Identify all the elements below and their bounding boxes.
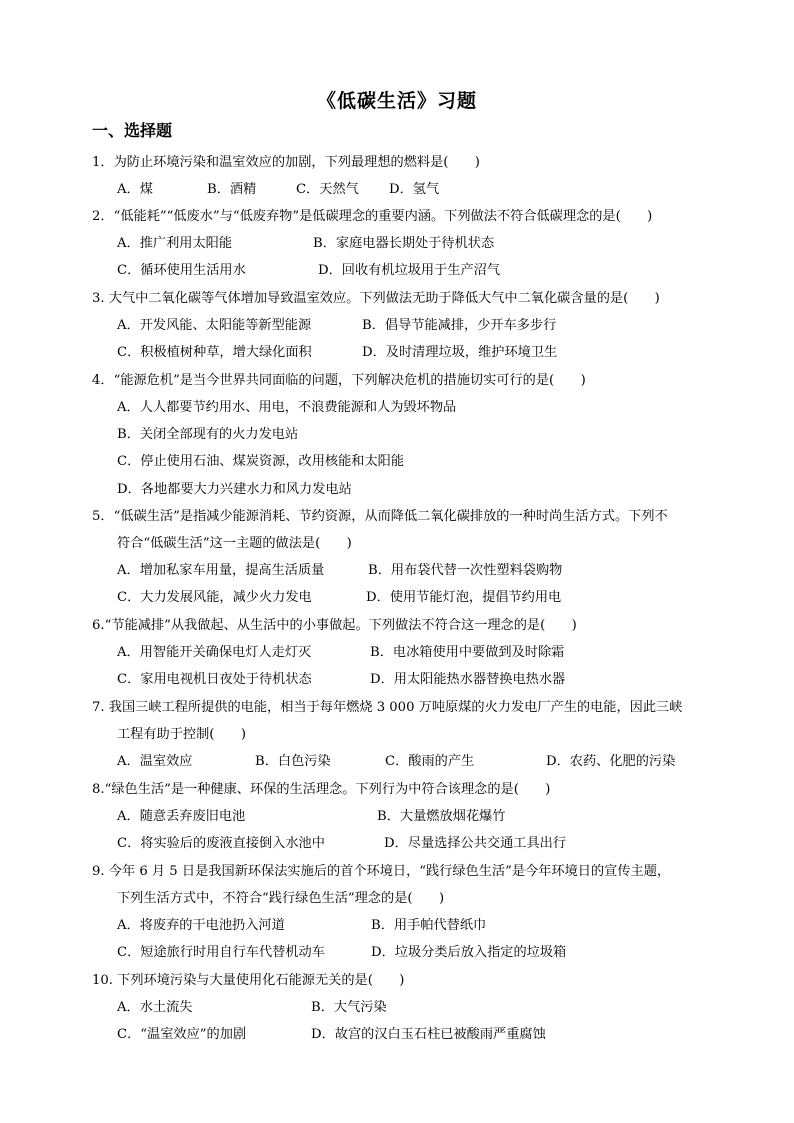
question-4-stem: 4．“能源危机”是当今世界共同面临的问题，下列解决危机的措施切实可行的是( ) bbox=[92, 373, 586, 388]
question-10-option-c: C．“温室效应”的加剧 bbox=[117, 1027, 247, 1042]
question-1-option-b: B．酒精 bbox=[207, 182, 257, 197]
question-1-option-d: D．氢气 bbox=[389, 182, 440, 197]
question-8-option-d: D．尽量选择公共交通工具出行 bbox=[384, 836, 567, 851]
question-5-option-d: D．使用节能灯泡，提倡节约用电 bbox=[366, 590, 562, 605]
question-10-stem: 10. 下列环境污染与大量使用化石能源无关的是( ) bbox=[92, 973, 405, 988]
question-7-stem: 7. 我国三峡工程所提供的电能，相当于每年燃烧 3 000 万吨原煤的火力发电厂产生的电能，因此三峡 bbox=[92, 700, 683, 715]
question-3-option-b: B．倡导节能减排，少开车多步行 bbox=[362, 318, 557, 333]
question-2-stem: 2．“低能耗”“低废水”与“低废弃物”是低碳理念的重要内涵。下列做法不符合低碳理念的是( ) bbox=[92, 209, 653, 224]
question-10-option-b: B．大气污染 bbox=[311, 1000, 387, 1015]
question-6-option-c: C．家用电视机日夜处于待机状态 bbox=[117, 672, 312, 687]
question-1-option-c: C．天然气 bbox=[296, 182, 359, 197]
question-6-option-b: B．电冰箱使用中要做到及时除霜 bbox=[370, 645, 565, 660]
question-4-option-c: C．停止使用石油、煤炭资源，改用核能和太阳能 bbox=[117, 454, 405, 469]
question-3-stem: 3. 大气中二氧化碳等气体增加导致温室效应。下列做法无助于降低大气中二氧化碳含量的是( ) bbox=[92, 291, 660, 306]
question-5-option-a: A．增加私家车用量，提高生活质量 bbox=[117, 563, 325, 578]
question-9-option-a: A．将废弃的干电池扔入河道 bbox=[117, 918, 285, 933]
question-8-option-c: C．将实验后的废液直接倒入水池中 bbox=[117, 836, 325, 851]
question-7-option-b: B．白色污染 bbox=[255, 754, 331, 769]
question-10-option-d: D．故宫的汉白玉石柱已被酸雨严重腐蚀 bbox=[311, 1027, 546, 1042]
question-2-option-b: B．家庭电器长期处于待机状态 bbox=[313, 236, 495, 251]
question-5-option-b: B．用布袋代替一次性塑料袋购物 bbox=[368, 563, 563, 578]
question-7-option-a: A．温室效应 bbox=[117, 754, 193, 769]
question-4-option-a: A．人人都要节约用水、用电，不浪费能源和人为毁坏物品 bbox=[117, 400, 457, 415]
question-8-option-b: B．大量燃放烟花爆竹 bbox=[377, 809, 506, 824]
question-6-option-d: D．用太阳能热水器替换电热水器 bbox=[370, 672, 566, 687]
question-2-option-c: C．循环使用生活用水 bbox=[117, 263, 246, 278]
question-6-stem: 6.“节能减排”从我做起、从生活中的小事做起。下列做法不符合这一理念的是( ) bbox=[92, 618, 577, 633]
question-4-option-d: D．各地都要大力兴建水力和风力发电站 bbox=[117, 482, 352, 497]
page-title: 《低碳生活》习题 bbox=[316, 90, 477, 112]
question-6-option-a: A．用智能开关确保电灯人走灯灭 bbox=[117, 645, 312, 660]
question-9-stem: 9. 今年 6 月 5 日是我国新环保法实施后的首个环境日，“践行绿色生活”是今年环境日的宣传主题， bbox=[92, 864, 671, 879]
question-10-option-a: A．水土流失 bbox=[117, 1000, 193, 1015]
question-5-option-c: C．大力发展风能，减少火力发电 bbox=[117, 590, 312, 605]
question-4-option-b: B．关闭全部现有的火力发电站 bbox=[117, 427, 299, 442]
question-8-stem: 8.“绿色生活”是一种健康、环保的生活理念。下列行为中符合该理念的是( ) bbox=[92, 782, 551, 797]
question-3-option-a: A．开发风能、太阳能等新型能源 bbox=[117, 318, 312, 333]
question-5-stem-continued: 符合“低碳生活”这一主题的做法是( ) bbox=[117, 536, 352, 551]
question-7-option-c: C．酸雨的产生 bbox=[385, 754, 475, 769]
question-9-option-b: B．用手帕代替纸巾 bbox=[371, 918, 487, 933]
question-3-option-d: D．及时清理垃圾，维护环境卫生 bbox=[362, 345, 558, 360]
question-9-option-d: D．垃圾分类后放入指定的垃圾箱 bbox=[371, 945, 567, 960]
question-7-stem-continued: 工程有助于控制( ) bbox=[117, 727, 246, 742]
question-5-stem: 5．“低碳生活”是指减少能源消耗、节约资源，从而降低二氧化碳排放的一种时尚生活方式。下列不 bbox=[92, 509, 668, 524]
question-7-option-d: D．农药、化肥的污染 bbox=[546, 754, 676, 769]
question-2-option-d: D．回收有机垃圾用于生产沼气 bbox=[318, 263, 501, 278]
section-heading: 一、选择题 bbox=[92, 121, 173, 140]
question-2-option-a: A．推广利用太阳能 bbox=[117, 236, 233, 251]
question-8-option-a: A．随意丢弃废旧电池 bbox=[117, 809, 246, 824]
question-1-option-a: A．煤 bbox=[117, 182, 153, 197]
question-1-stem: 1．为防止环境污染和温室效应的加剧，下列最理想的燃料是( ) bbox=[92, 155, 480, 170]
question-9-option-c: C．短途旅行时用自行车代替机动车 bbox=[117, 945, 325, 960]
question-9-stem-continued: 下列生活方式中，不符合“践行绿色生活”理念的是( ) bbox=[117, 891, 445, 906]
question-3-option-c: C．积极植树种草，增大绿化面积 bbox=[117, 345, 312, 360]
